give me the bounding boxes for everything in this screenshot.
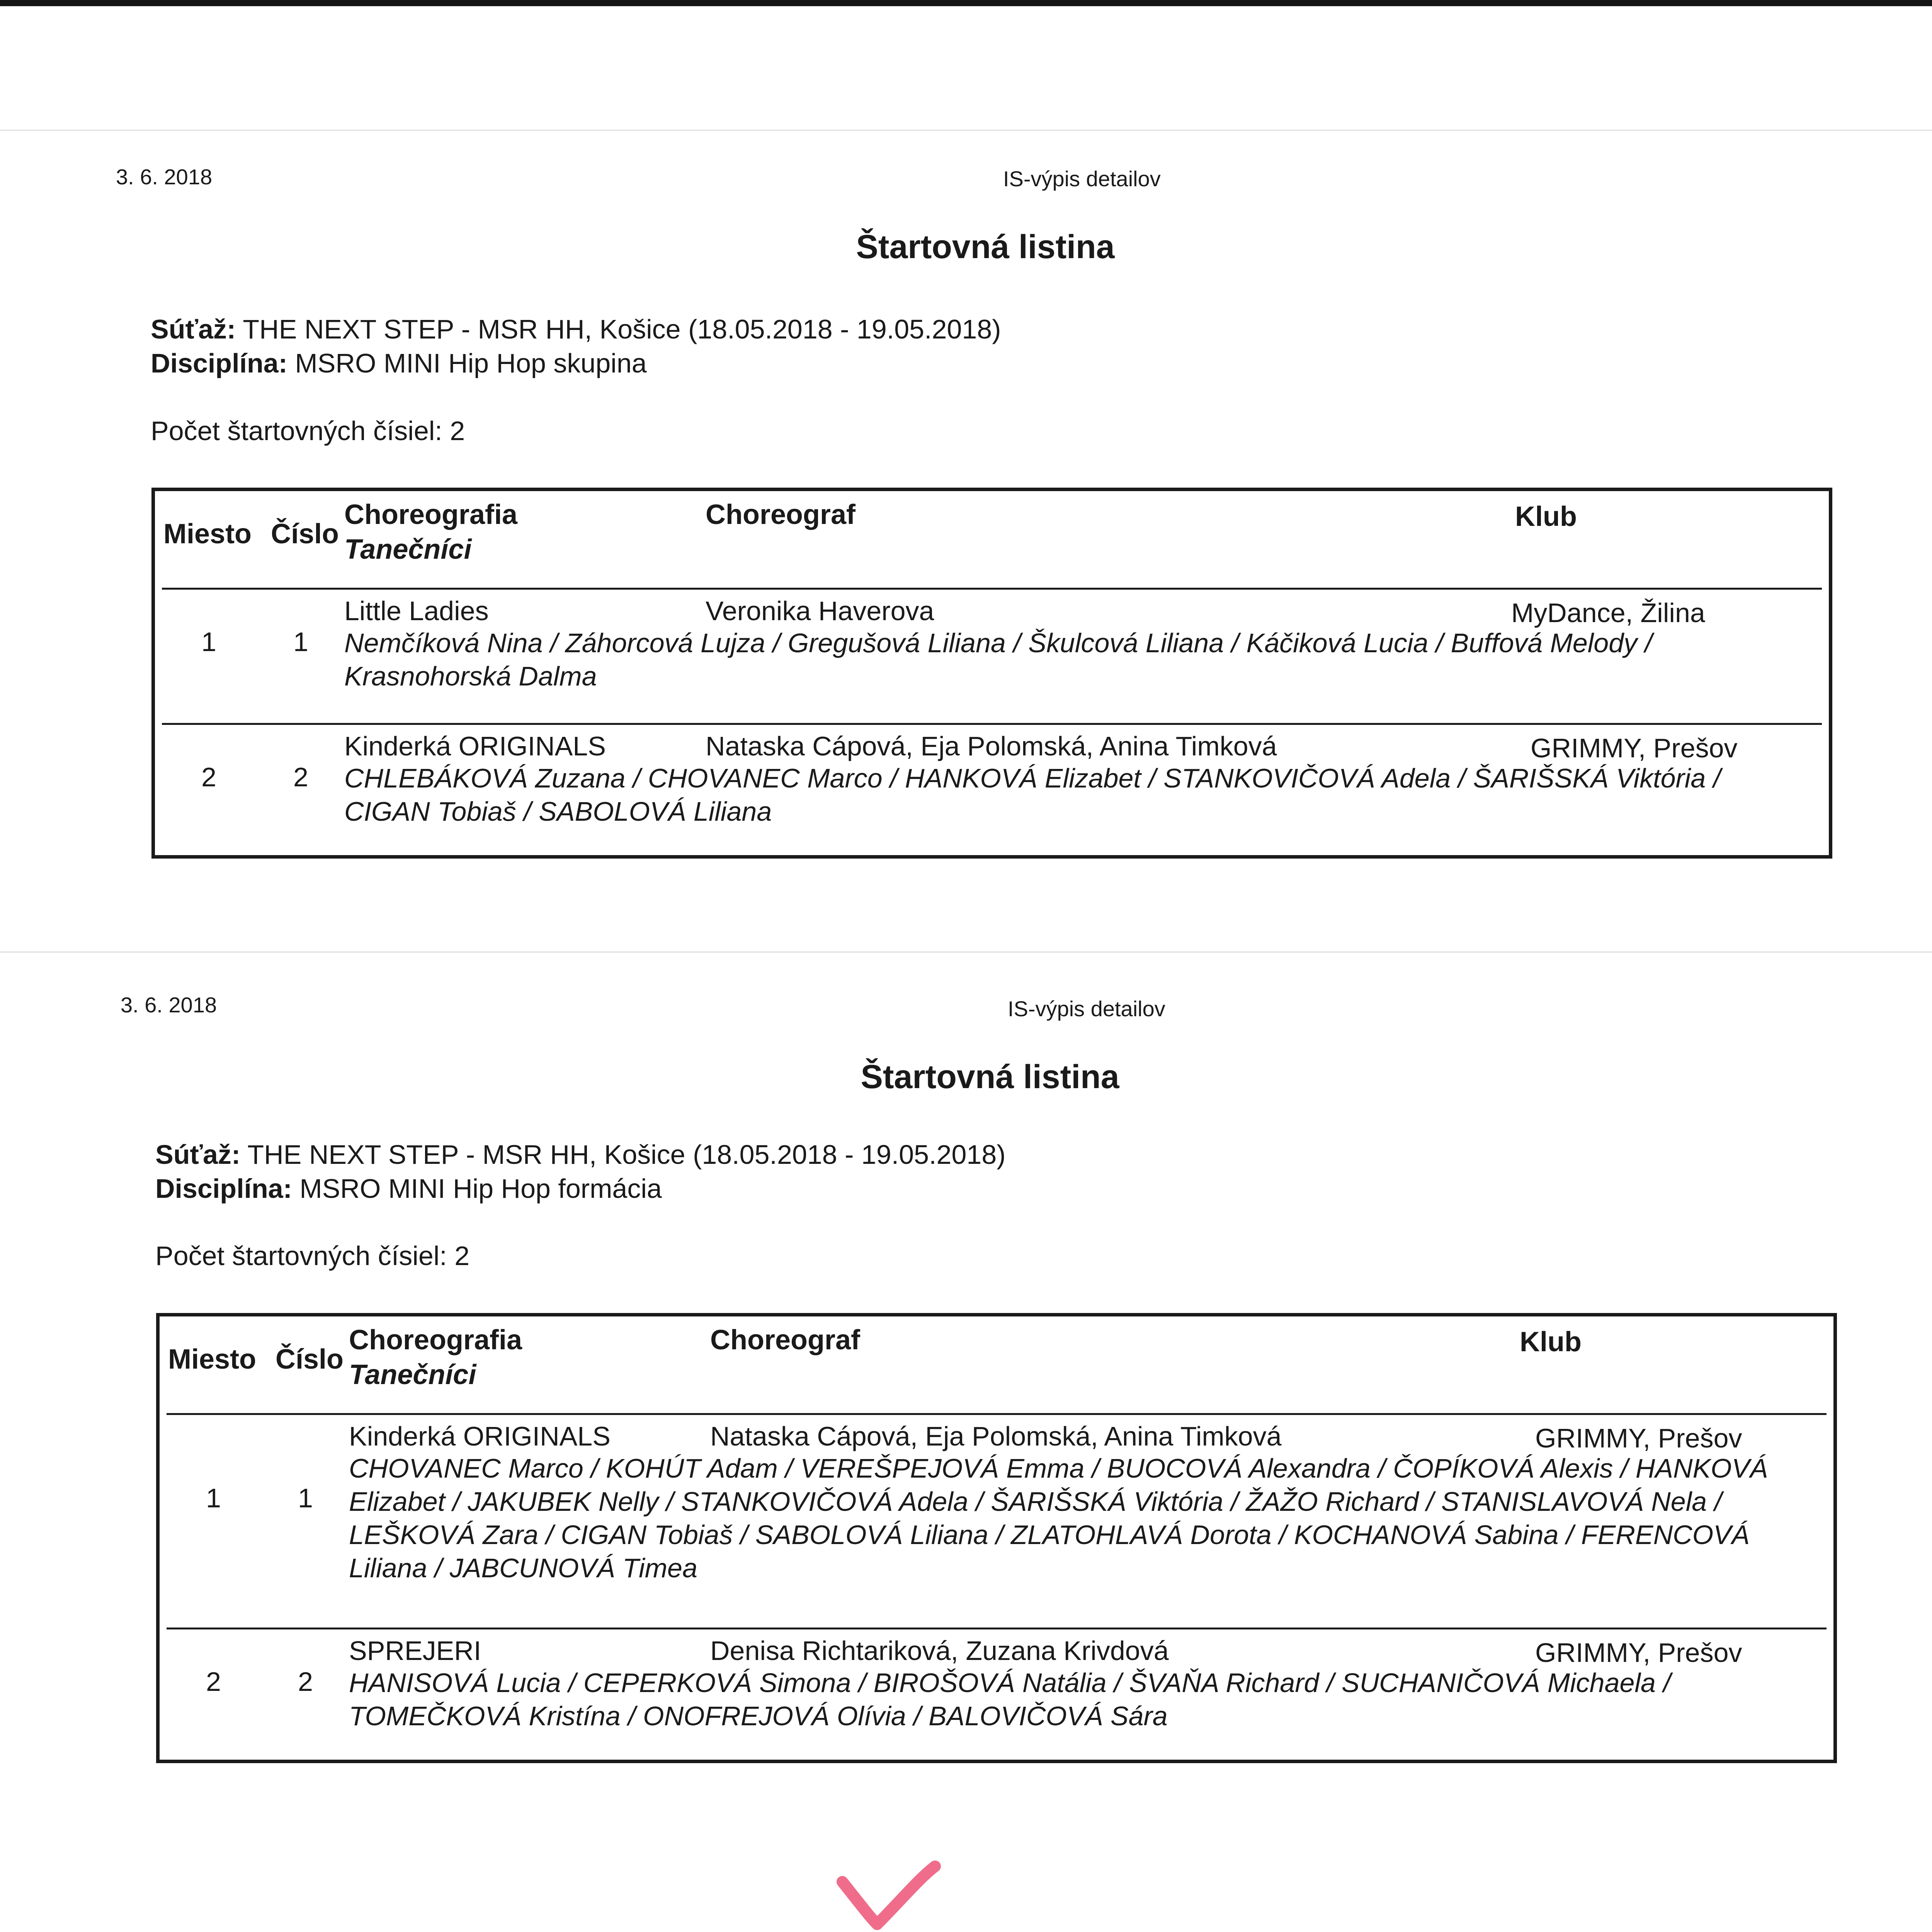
row-place: 2 <box>201 762 216 792</box>
header-choreography: Choreografia <box>349 1325 522 1355</box>
competition-value: THE NEXT STEP - MSR HH, Košice (18.05.2018 - 19.05.2018) <box>247 1139 1006 1170</box>
discipline-label: Disciplína: <box>151 348 287 378</box>
header-choreography: Choreografia <box>344 499 518 530</box>
header-number: Číslo <box>271 519 339 549</box>
discipline-value: MSRO MINI Hip Hop formácia <box>299 1173 662 1204</box>
row-place: 1 <box>206 1483 221 1513</box>
print-date: 3. 6. 2018 <box>121 993 217 1017</box>
header-club: Klub <box>1520 1327 1582 1357</box>
document-title: Štartovná listina <box>861 1058 1119 1095</box>
row-choreography: Kinderká ORIGINALS <box>344 731 606 761</box>
row-dancers: Nemčíková Nina / Záhorcová Lujza / Gregušová Liliana / Škulcová Liliana / Káčiková Lucia / Buffová Melody / Krasnohorská Dalma <box>344 628 1653 691</box>
row-choreographer: Denisa Richtariková, Zuzana Krivdová <box>710 1636 1169 1666</box>
document-title: Štartovná listina <box>856 228 1115 265</box>
discipline-value: MSRO MINI Hip Hop skupina <box>295 348 647 378</box>
row-choreographer: Veronika Haverova <box>706 596 934 626</box>
header-number: Číslo <box>276 1344 344 1375</box>
row-club: GRIMMY, Prešov <box>1535 1638 1742 1668</box>
table-divider <box>167 1413 1827 1415</box>
row-choreography: Kinderká ORIGINALS <box>349 1421 611 1451</box>
competition-label: Súťaž: <box>155 1139 241 1170</box>
row-dancers: CHOVANEC Marco / KOHÚT Adam / VEREŠPEJOVÁ Emma / BUOCOVÁ Alexandra / ČOPÍKOVÁ Alexis / HANKOVÁ Elizabet / JAKUBEK Nelly / STANKOVIČOVÁ Adela / ŠARIŠSKÁ Viktória / ŽAŽO Richard / STANISLAVOVÁ Nela / LEŠKOVÁ Zara / CIGAN Tobiaš / SABOLOVÁ Liliana / ZLATOHLAVÁ Dorota / KOCHANOVÁ Sabina / FERENCOVÁ Liliana / JABCUNOVÁ Timea <box>349 1453 1768 1583</box>
start-number-count: Počet štartovných čísiel: 2 <box>151 416 465 446</box>
start-list-table <box>151 488 1832 859</box>
row-choreography: Little Ladies <box>344 596 489 626</box>
start-list-section-1 <box>0 0 1932 850</box>
header-place: Miesto <box>168 1344 257 1375</box>
discipline-line <box>151 348 647 379</box>
start-list-section-2 <box>0 822 1932 1731</box>
table-divider <box>162 588 1822 590</box>
row-choreography: SPREJERI <box>349 1636 481 1666</box>
row-dancers: HANISOVÁ Lucia / CEPERKOVÁ Simona / BIROŠOVÁ Natália / ŠVAŇA Richard / SUCHANIČOVÁ Michaela / TOMEČKOVÁ Kristína / ONOFREJOVÁ Olívia / BALOVIČOVÁ Sára <box>349 1668 1671 1731</box>
table-divider <box>167 1628 1827 1629</box>
competition-line <box>155 1139 1006 1170</box>
row-number: 1 <box>298 1483 313 1513</box>
row-place: 2 <box>206 1667 221 1697</box>
row-number: 1 <box>293 627 308 657</box>
row-dancers: CHLEBÁKOVÁ Zuzana / CHOVANEC Marco / HANKOVÁ Elizabet / STANKOVIČOVÁ Adela / ŠARIŠSKÁ Viktória / CIGAN Tobiaš / SABOLOVÁ Liliana <box>344 763 1721 827</box>
system-label: IS-výpis detailov <box>1008 997 1165 1021</box>
row-number: 2 <box>298 1667 313 1697</box>
row-number: 2 <box>293 762 308 792</box>
header-choreographer: Choreograf <box>710 1325 861 1355</box>
header-dancers: Tanečníci <box>349 1359 476 1390</box>
competition-line <box>151 314 1001 345</box>
start-number-count: Počet štartovných čísiel: 2 <box>155 1241 470 1271</box>
table-divider <box>162 723 1822 725</box>
header-club: Klub <box>1515 501 1577 532</box>
handwritten-line-1 <box>529 1866 1147 1932</box>
discipline-line <box>155 1173 662 1204</box>
row-club: MyDance, Žilina <box>1511 598 1705 628</box>
header-choreographer: Choreograf <box>706 499 856 530</box>
competition-label: Súťaž: <box>151 314 236 344</box>
header-place: Miesto <box>163 519 252 549</box>
row-choreographer: Nataska Cápová, Eja Polomská, Anina Timková <box>710 1421 1282 1451</box>
row-choreographer: Nataska Cápová, Eja Polomská, Anina Timková <box>706 731 1277 761</box>
system-label: IS-výpis detailov <box>1003 167 1161 191</box>
row-club: GRIMMY, Prešov <box>1531 733 1738 763</box>
row-place: 1 <box>201 627 216 657</box>
start-list-table <box>156 1313 1837 1763</box>
row-club: GRIMMY, Prešov <box>1535 1423 1742 1453</box>
competition-value: THE NEXT STEP - MSR HH, Košice (18.05.2018 - 19.05.2018) <box>243 314 1001 344</box>
print-date: 3. 6. 2018 <box>116 165 213 189</box>
header-dancers: Tanečníci <box>344 534 472 565</box>
discipline-label: Disciplína: <box>155 1173 292 1204</box>
